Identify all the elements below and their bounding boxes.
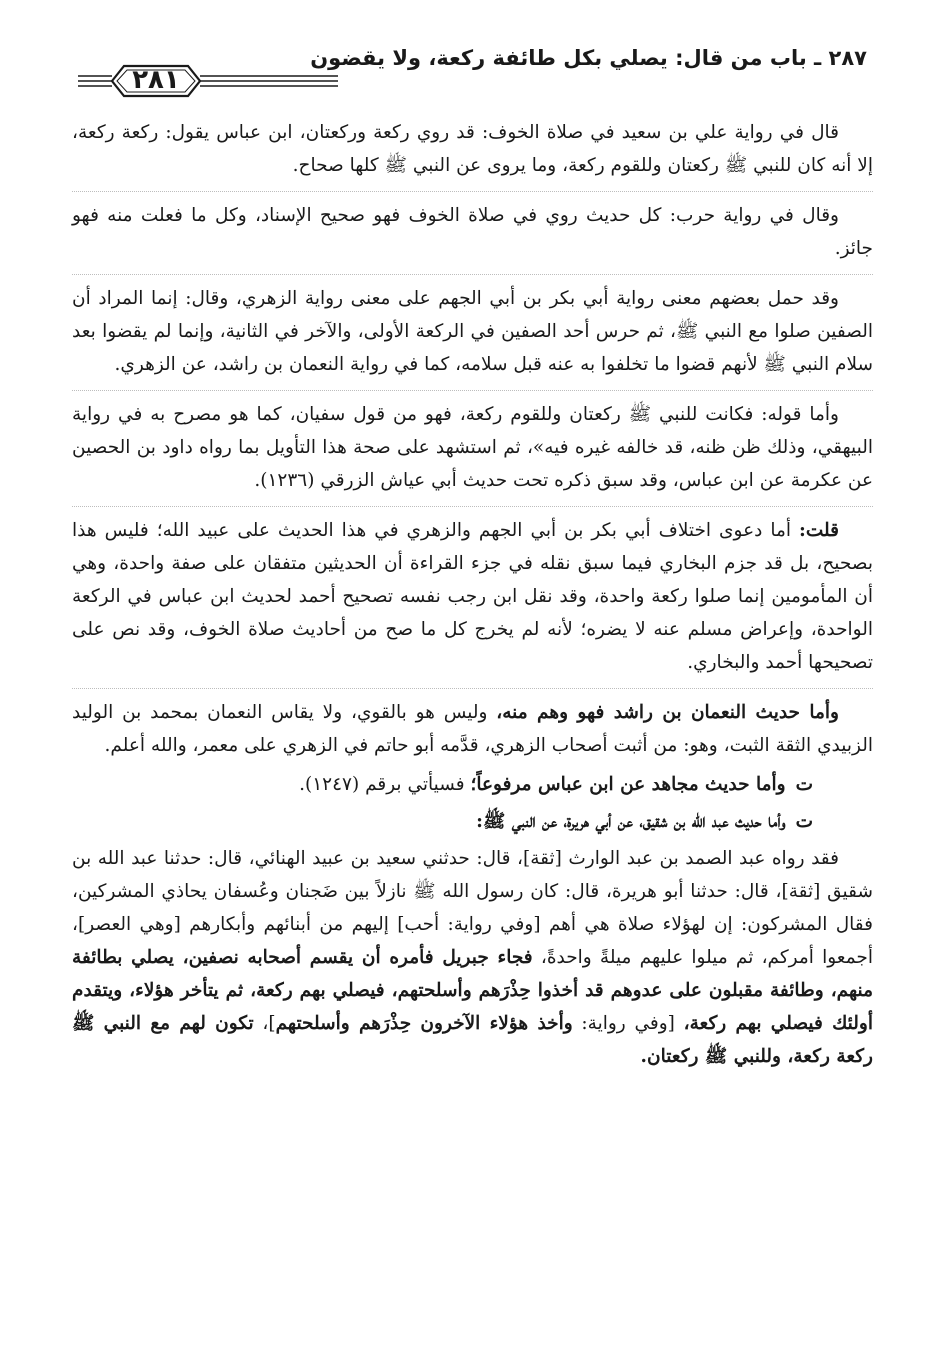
paragraph-6-bold: وأما حديث النعمان بن راشد فهو وهم منه، — [496, 702, 839, 723]
page-header — [78, 42, 867, 96]
paragraph-6 — [72, 696, 873, 765]
paragraph-4 — [72, 398, 873, 507]
paragraph-7-mid-2: ]، — [253, 1013, 276, 1034]
paragraph-7-mid: [وفي رواية: — [572, 1013, 684, 1034]
bullet-2-bold: وأما حديث عبد الله بن شقيق، عن أبي هريرة، عن النبي ﷺ: — [476, 811, 786, 832]
bullet-1-marker: ت — [795, 774, 813, 795]
paragraph-7 — [72, 842, 873, 1076]
paragraph-6-text: وليس هو بالقوي، ولا يقاس النعمان بمحمد بن الوليد الزبيدي الثقة الثبت، وهو: من أثبت أصحاب الزهري، قدَّمه أبو حاتم في الزهري على معمر، والله أعلم. — [72, 702, 873, 756]
paragraph-2-text: وقال في رواية حرب: كل حديث روي في صلاة الخوف فهو صحيح الإسناد، وكل ما فعلت منه فهو جائز. — [72, 205, 873, 259]
paragraph-1-text: قال في رواية علي بن سعيد في صلاة الخوف: قد روي ركعة وركعتان، ابن عباس يقول: ركعة ركعة، إلا أنه كان للنبي ﷺ ركعتان وللقوم ركعة، وما يروى عن النبي ﷺ كلها صحاح. — [72, 122, 873, 176]
bullet-2-marker: ت — [795, 811, 813, 832]
paragraph-5 — [72, 514, 873, 689]
paragraph-1 — [72, 116, 873, 192]
page-number-ornament — [78, 60, 338, 100]
paragraph-5-lead: قلت: — [799, 520, 839, 541]
bullet-1-bold: وأما حديث مجاهد عن ابن عباس مرفوعاً؛ — [470, 774, 786, 795]
paragraph-7-bold-2: وأخذ هؤلاء الآخرون حِذْرَهم وأسلحتهم — [275, 1013, 573, 1034]
bullet-1 — [72, 768, 873, 803]
bullet-1-text: فسيأتي برقم (١٢٤٧). — [299, 774, 471, 795]
paragraph-4-text: وأما قوله: فكانت للنبي ﷺ ركعتان وللقوم ركعة، فهو من قول سفيان، كما هو مصرح به في رواية البيهقي، وذلك ظن ظنه، قد خالفه غيره فيه»، ثم استشهد على صحة هذا التأويل بما رواه داود بن الحصين عن عكرمة عن ابن عباس، وقد سبق ذكره تحت حديث أبي عياش الزرقي (١٢٣٦). — [72, 404, 873, 491]
page-number: ٢٨١ — [132, 65, 180, 95]
paragraph-2 — [72, 199, 873, 275]
paragraph-7-bold-1: فجاء جبريل فأمره أن يقسم أصحابه نصفين، يصلي بطائفة منهم، وطائفة مقبلون على عدوهم قد أخذوا حِذْرَهم وأسلحتهم، فيصلي بهم ركعة، ثم يتأخر هؤلاء، ويتقدم أولئك فيصلي بهم ركعة، — [72, 947, 873, 1034]
paragraph-3-text: وقد حمل بعضهم معنى رواية أبي بكر بن أبي الجهم على معنى رواية الزهري، وقال: إنما المراد أن الصفين صلوا مع النبي ﷺ، ثم حرس أحد الصفين في الركعة الأولى، والآخر في الثانية، وإنما لم يقضوا بعد سلام النبي ﷺ لأنهم قضوا ما تخلفوا به عنه قبل سلامه، كما في رواية النعمان بن راشد، عن الزهري. — [72, 288, 873, 375]
paragraph-7-text: فقد رواه عبد الصمد بن عبد الوارث [ثقة]، قال: حدثني سعيد بن عبيد الهنائي، قال: حدثنا عبد الله بن شقيق [ثقة]، قال: حدثنا أبو هريرة، قال: كان رسول الله ﷺ نازلاً بين ضَجنان وعُسفان يحاذي المشركين، فقال المشركون: إن لهؤلاء صلاة هي أهم [وفي رواية: أحب] إليهم من أبنائهم وأبكارهم [وهي العصر]، أجمعوا أمركم، ثم ميلوا عليهم ميلةً واحدةً، — [72, 848, 873, 968]
running-title: ٢٨٧ ـ باب من قال: يصلي بكل طائفة ركعة، ولا يقضون — [310, 46, 867, 70]
paragraph-3 — [72, 282, 873, 391]
body-text — [72, 116, 873, 1079]
bullet-2 — [72, 805, 873, 840]
paragraph-5-text: أما دعوى اختلاف أبي بكر بن أبي الجهم والزهري في هذا الحديث على عبيد الله؛ فليس هذا بصحيح، بل قد جزم البخاري فيما سبق نقله في جزء القراءة أن الحديثين متفقان على صفة واحدة، وهي أن المأمومين إنما صلوا ركعة واحدة، وقد نقل ابن رجب نفسه تصحيح أحمد لحديث ابن عباس في الركعة الواحدة، وإعراض مسلم عنه لا يضره؛ لأنه لم يخرج كل ما صح من أحاديث صلاة الخوف، وقد نص على تصحيحها أحمد والبخاري. — [72, 520, 873, 673]
paragraph-7-bold-3: تكون لهم مع النبي ﷺ ركعة ركعة، وللنبي ﷺ ركعتان. — [72, 1013, 873, 1067]
